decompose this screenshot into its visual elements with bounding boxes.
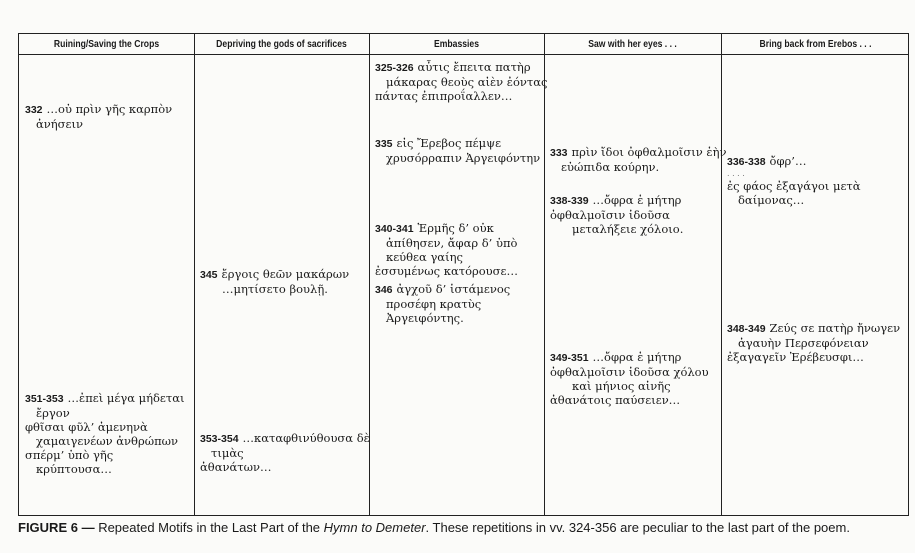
verse-line: Ζεύς σε πατὴρ ἤνωγεν <box>769 321 901 335</box>
verse-line: …ὄφρα ἑ μήτηρ <box>592 193 682 207</box>
figure-label: FIGURE 6 — <box>18 520 95 535</box>
table-entry <box>200 431 370 474</box>
verse-ref: 345 <box>200 269 218 281</box>
table-entry <box>375 221 518 278</box>
verse-line: ἐς φάος ἐξαγάγοι μετὰ <box>727 179 861 193</box>
verse-line: ἔργοις θεῶν μακάρων <box>221 267 350 281</box>
header-erebos: Bring back from Erebos . . . <box>759 38 872 50</box>
verse-line: ἀνήσειν <box>36 117 83 131</box>
verse-line: εἰς Ἔρεβος πέμψε <box>396 136 502 150</box>
table-entry <box>550 350 709 407</box>
verse-ref: 335 <box>375 138 393 150</box>
verse-ref: 351-353 <box>25 393 64 405</box>
verse-ref: 340-341 <box>375 223 414 235</box>
verse-line: αὖτις ἔπειτα πατὴρ <box>417 60 531 74</box>
verse-line: ἀγαυὴν Περσεφόνειαν <box>738 336 869 350</box>
verse-line: μεταλήξειε χόλοιο. <box>572 222 684 236</box>
verse-line: εὐώπιδα κούρην. <box>561 160 660 174</box>
verse-ref: 349-351 <box>550 352 589 364</box>
verse-line: …ἐπεὶ μέγα μήδεται <box>67 391 185 405</box>
caption-text-end: . These repetitions in vv. 324-356 are peculiar to the last part of the poem. <box>425 520 850 535</box>
table-entry <box>375 136 540 165</box>
verse-line: καὶ μήνιος αἰνῆς <box>572 379 671 393</box>
header-embassies: Embassies <box>434 38 479 50</box>
verse-line: πάντας ἐπιπροΐαλλεν… <box>375 89 513 103</box>
table-entry <box>25 102 172 131</box>
verse-ref: 332 <box>25 104 43 116</box>
verse-ref: 325-326 <box>375 62 414 74</box>
verse-line: ἐσσυμένως κατόρουσε… <box>375 264 518 278</box>
verse-ref: 333 <box>550 147 568 159</box>
caption-title: Hymn to Demeter <box>323 520 426 535</box>
verse-line: …καταφθινύθουσα δὲ <box>242 431 370 445</box>
table-entry <box>375 282 510 325</box>
verse-line: σπέρμ’ ὑπὸ γῆς <box>25 448 114 462</box>
table-entry <box>550 193 683 236</box>
verse-line: χαμαιγενέων ἀνθρώπων <box>36 434 179 448</box>
table-entry <box>25 391 185 476</box>
verse-ref: 348-349 <box>727 323 766 335</box>
verse-line: …οὐ πρὶν γῆς καρπὸν <box>46 102 173 116</box>
verse-line: τιμὰς <box>211 446 244 460</box>
ellipsis-dots: . . . . <box>727 169 745 178</box>
header-saw-eyes: Saw with her eyes . . . <box>588 38 677 50</box>
verse-line: …μητίσετο βουλῇ. <box>222 282 328 296</box>
table-entry <box>727 154 861 207</box>
motifs-table <box>18 33 909 516</box>
verse-line: πρὶν ἴδοι ὀφθαλμοῖσιν ἑὴν <box>571 145 727 159</box>
verse-line: χρυσόρραπιν Ἀργειφόντην <box>386 151 541 165</box>
verse-ref: 346 <box>375 284 393 296</box>
verse-line: Ἀργειφόντης. <box>386 311 464 325</box>
table-entry <box>200 267 349 296</box>
verse-line: ἔργον <box>36 406 70 420</box>
verse-line: ὀφθαλμοῖσιν ἰδοῦσα <box>550 208 670 222</box>
verse-ref: 338-339 <box>550 195 589 207</box>
verse-line: κεύθεα γαίης <box>386 250 463 264</box>
column-divider <box>544 34 545 515</box>
verse-line: μάκαρας θεοὺς αἰὲν ἐόντας <box>386 75 548 89</box>
verse-ref: 336-338 <box>727 156 766 168</box>
verse-line: φθῖσαι φῦλ’ ἀμενηνὰ <box>25 420 148 434</box>
verse-line: ἐξαγαγεῖν Ἐρέβευσφι… <box>727 350 864 364</box>
column-divider <box>721 34 722 515</box>
verse-line: ὀφθαλμοῖσιν ἰδοῦσα χόλου <box>550 365 709 379</box>
verse-line: ἀθανάτων… <box>200 460 272 474</box>
verse-line: κρύπτουσα… <box>36 462 112 476</box>
verse-line: ἀθανάτοις παύσειεν… <box>550 393 681 407</box>
verse-line: ἀγχοῦ δ’ ἱστάμενος <box>396 282 511 296</box>
table-entry <box>727 321 900 364</box>
table-entry <box>375 60 547 103</box>
verse-line: Ἑρμῆς δ’ οὐκ <box>417 221 494 235</box>
verse-line: δαίμονας… <box>738 193 805 207</box>
verse-line: …ὄφρα ἑ μήτηρ <box>592 350 682 364</box>
verse-line: ἀπίθησεν, ἄφαρ δ’ ὑπὸ <box>386 236 518 250</box>
header-sacrifices: Depriving the gods of sacrifices <box>216 38 347 50</box>
verse-line: ὄφρ’… <box>769 154 807 168</box>
caption-text: Repeated Motifs in the Last Part of the <box>94 520 324 535</box>
figure-caption <box>18 520 850 535</box>
table-entry <box>550 145 726 174</box>
verse-ref: 353-354 <box>200 433 239 445</box>
verse-line: προσέφη κρατὺς <box>386 297 482 311</box>
header-crops: Ruining/Saving the Crops <box>53 38 160 50</box>
column-divider <box>194 34 195 515</box>
